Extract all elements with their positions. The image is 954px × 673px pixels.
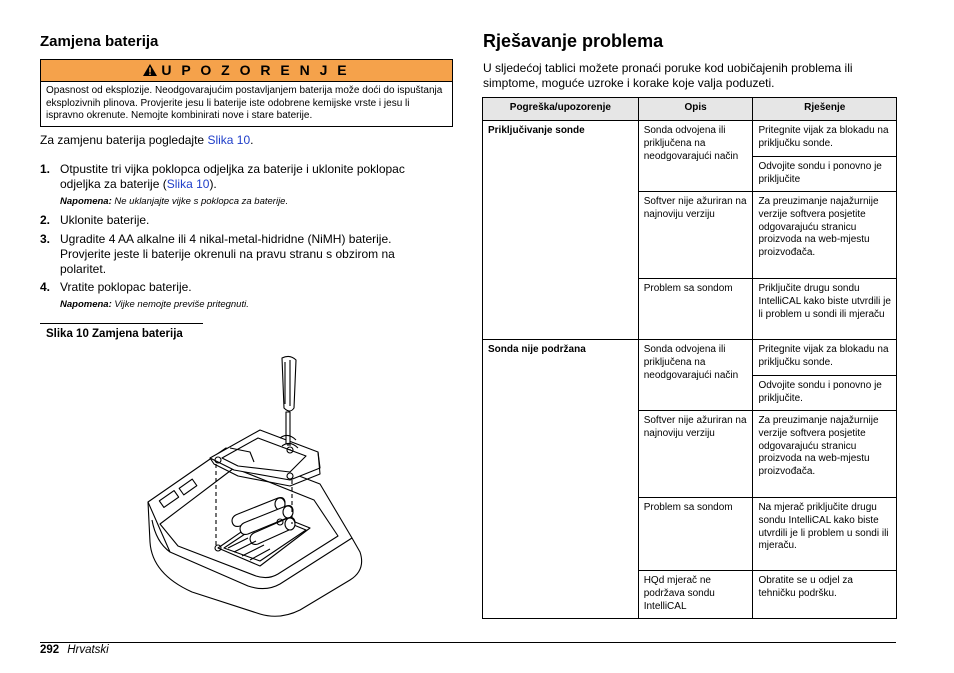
step-number: 4. xyxy=(40,280,51,294)
battery-replacement-illustration xyxy=(130,352,380,624)
column-header: Pogreška/upozorenje xyxy=(483,98,639,121)
page-number: 292 xyxy=(40,644,60,656)
step-number: 2. xyxy=(40,213,51,227)
description-cell: Problem sa sondom xyxy=(638,279,753,340)
column-header: Opis xyxy=(638,98,753,121)
column-header: Rješenje xyxy=(753,98,897,121)
step-3 xyxy=(40,232,440,277)
table-row xyxy=(483,121,897,157)
figure-link[interactable]: Slika 10 xyxy=(166,177,210,191)
warning-label: U P O Z O R E N J E xyxy=(161,62,350,78)
solution-cell: Pritegnite vijak za blokadu na priključku sonde. xyxy=(753,340,897,376)
step-text: Otpustite tri vijka poklopca odjeljka za baterije i uklonite poklopac odjeljka za baterije ( xyxy=(60,162,405,191)
description-cell: Sonda odvojena ili priključena na neodgovarajući način xyxy=(638,340,753,411)
description-cell: Problem sa sondom xyxy=(638,498,753,571)
troubleshooting-intro: U sljedećoj tablici možete pronaći poruke kod uobičajenih problema ili simptome, moguće uzroke i korake koje valja poduzeti. xyxy=(483,61,853,90)
footer-rule xyxy=(40,642,896,643)
description-cell: Softver nije ažuriran na najnoviju verziju xyxy=(638,192,753,279)
solution-cell: Na mjerač priključite drugu sondu IntelliCAL kako biste utvrdili je li problem u sondi ili mjeraču. xyxy=(753,498,897,571)
warning-text: Opasnost od eksplozije. Neodgovarajućim postavljanjem baterija može doći do ispuštanja eksplozivnih plinova. Provjerite jesu li baterije iste odobrene kemijske vrste i jesu li ispravno okrenute. Nemojte kombinirati nove i stare baterije. xyxy=(46,85,443,122)
note-2 xyxy=(60,299,249,310)
warning-triangle-icon xyxy=(143,61,157,82)
section-title-battery: Zamjena baterija xyxy=(40,33,159,50)
warning-header xyxy=(41,60,452,82)
step-text: Ugradite 4 AA alkalne ili 4 nikal-metal-hidridne (NiMH) baterije. Provjerite jeste li baterije okrenuli na pravu stranu s obzirom na polaritet. xyxy=(60,232,395,276)
step-4 xyxy=(40,280,192,295)
table-row xyxy=(483,340,897,376)
figure-rule xyxy=(40,323,203,324)
solution-cell: Odvojite sondu i ponovno je priključite. xyxy=(753,376,897,411)
error-cell: Sonda nije podržana xyxy=(483,340,639,619)
note-text: Ne uklanjajte vijke s poklopca za baterije. xyxy=(111,196,289,207)
figure-link[interactable]: Slika 10 xyxy=(207,133,251,147)
description-cell: HQd mjerač ne podržava sondu IntelliCAL xyxy=(638,571,753,619)
solution-cell: Odvojite sondu i ponovno je priključite xyxy=(753,157,897,192)
troubleshooting-table xyxy=(482,97,897,619)
note-label: Napomena: xyxy=(60,299,112,310)
solution-cell: Za preuzimanje najažurnije verzije softvera posjetite odgovarajuću stranicu proizvoda na web-mjestu proizvođača. xyxy=(753,411,897,498)
solution-cell: Priključite drugu sondu IntelliCAL kako biste utvrdili je li problem u sondi ili mjeraču xyxy=(753,279,897,340)
intro-suffix: . xyxy=(250,133,254,147)
section-title-troubleshooting: Rješavanje problema xyxy=(483,31,664,51)
step-text-end: ). xyxy=(209,177,217,191)
table-header-row xyxy=(483,98,897,121)
description-cell: Sonda odvojena ili priključena na neodgovarajući način xyxy=(638,121,753,192)
step-number: 3. xyxy=(40,232,51,246)
note-text: Vijke nemojte previše pritegnuti. xyxy=(111,299,249,310)
description-cell: Softver nije ažuriran na najnoviju verziju xyxy=(638,411,753,498)
footer-language: Hrvatski xyxy=(67,644,109,656)
page-footer xyxy=(40,644,109,656)
step-1 xyxy=(40,162,440,192)
step-number: 1. xyxy=(40,162,51,176)
note-label: Napomena: xyxy=(60,196,112,207)
step-text: Uklonite baterije. xyxy=(60,213,150,227)
solution-cell: Obratite se u odjel za tehničku podršku. xyxy=(753,571,897,619)
intro-paragraph xyxy=(40,133,253,148)
step-2 xyxy=(40,213,149,228)
solution-cell: Za preuzimanje najažurnije verzije softvera posjetite odgovarajuću stranicu proizvoda na web-mjestu proizvođača. xyxy=(753,192,897,279)
note-1 xyxy=(60,196,288,207)
error-cell: Priključivanje sonde xyxy=(483,121,639,340)
intro-text: Za zamjenu baterija pogledajte xyxy=(40,133,208,147)
solution-cell: Pritegnite vijak za blokadu na priključku sonde. xyxy=(753,121,897,157)
step-text: Vratite poklopac baterije. xyxy=(60,280,192,294)
figure-caption: Slika 10 Zamjena baterija xyxy=(46,328,183,340)
warning-box xyxy=(40,59,453,127)
